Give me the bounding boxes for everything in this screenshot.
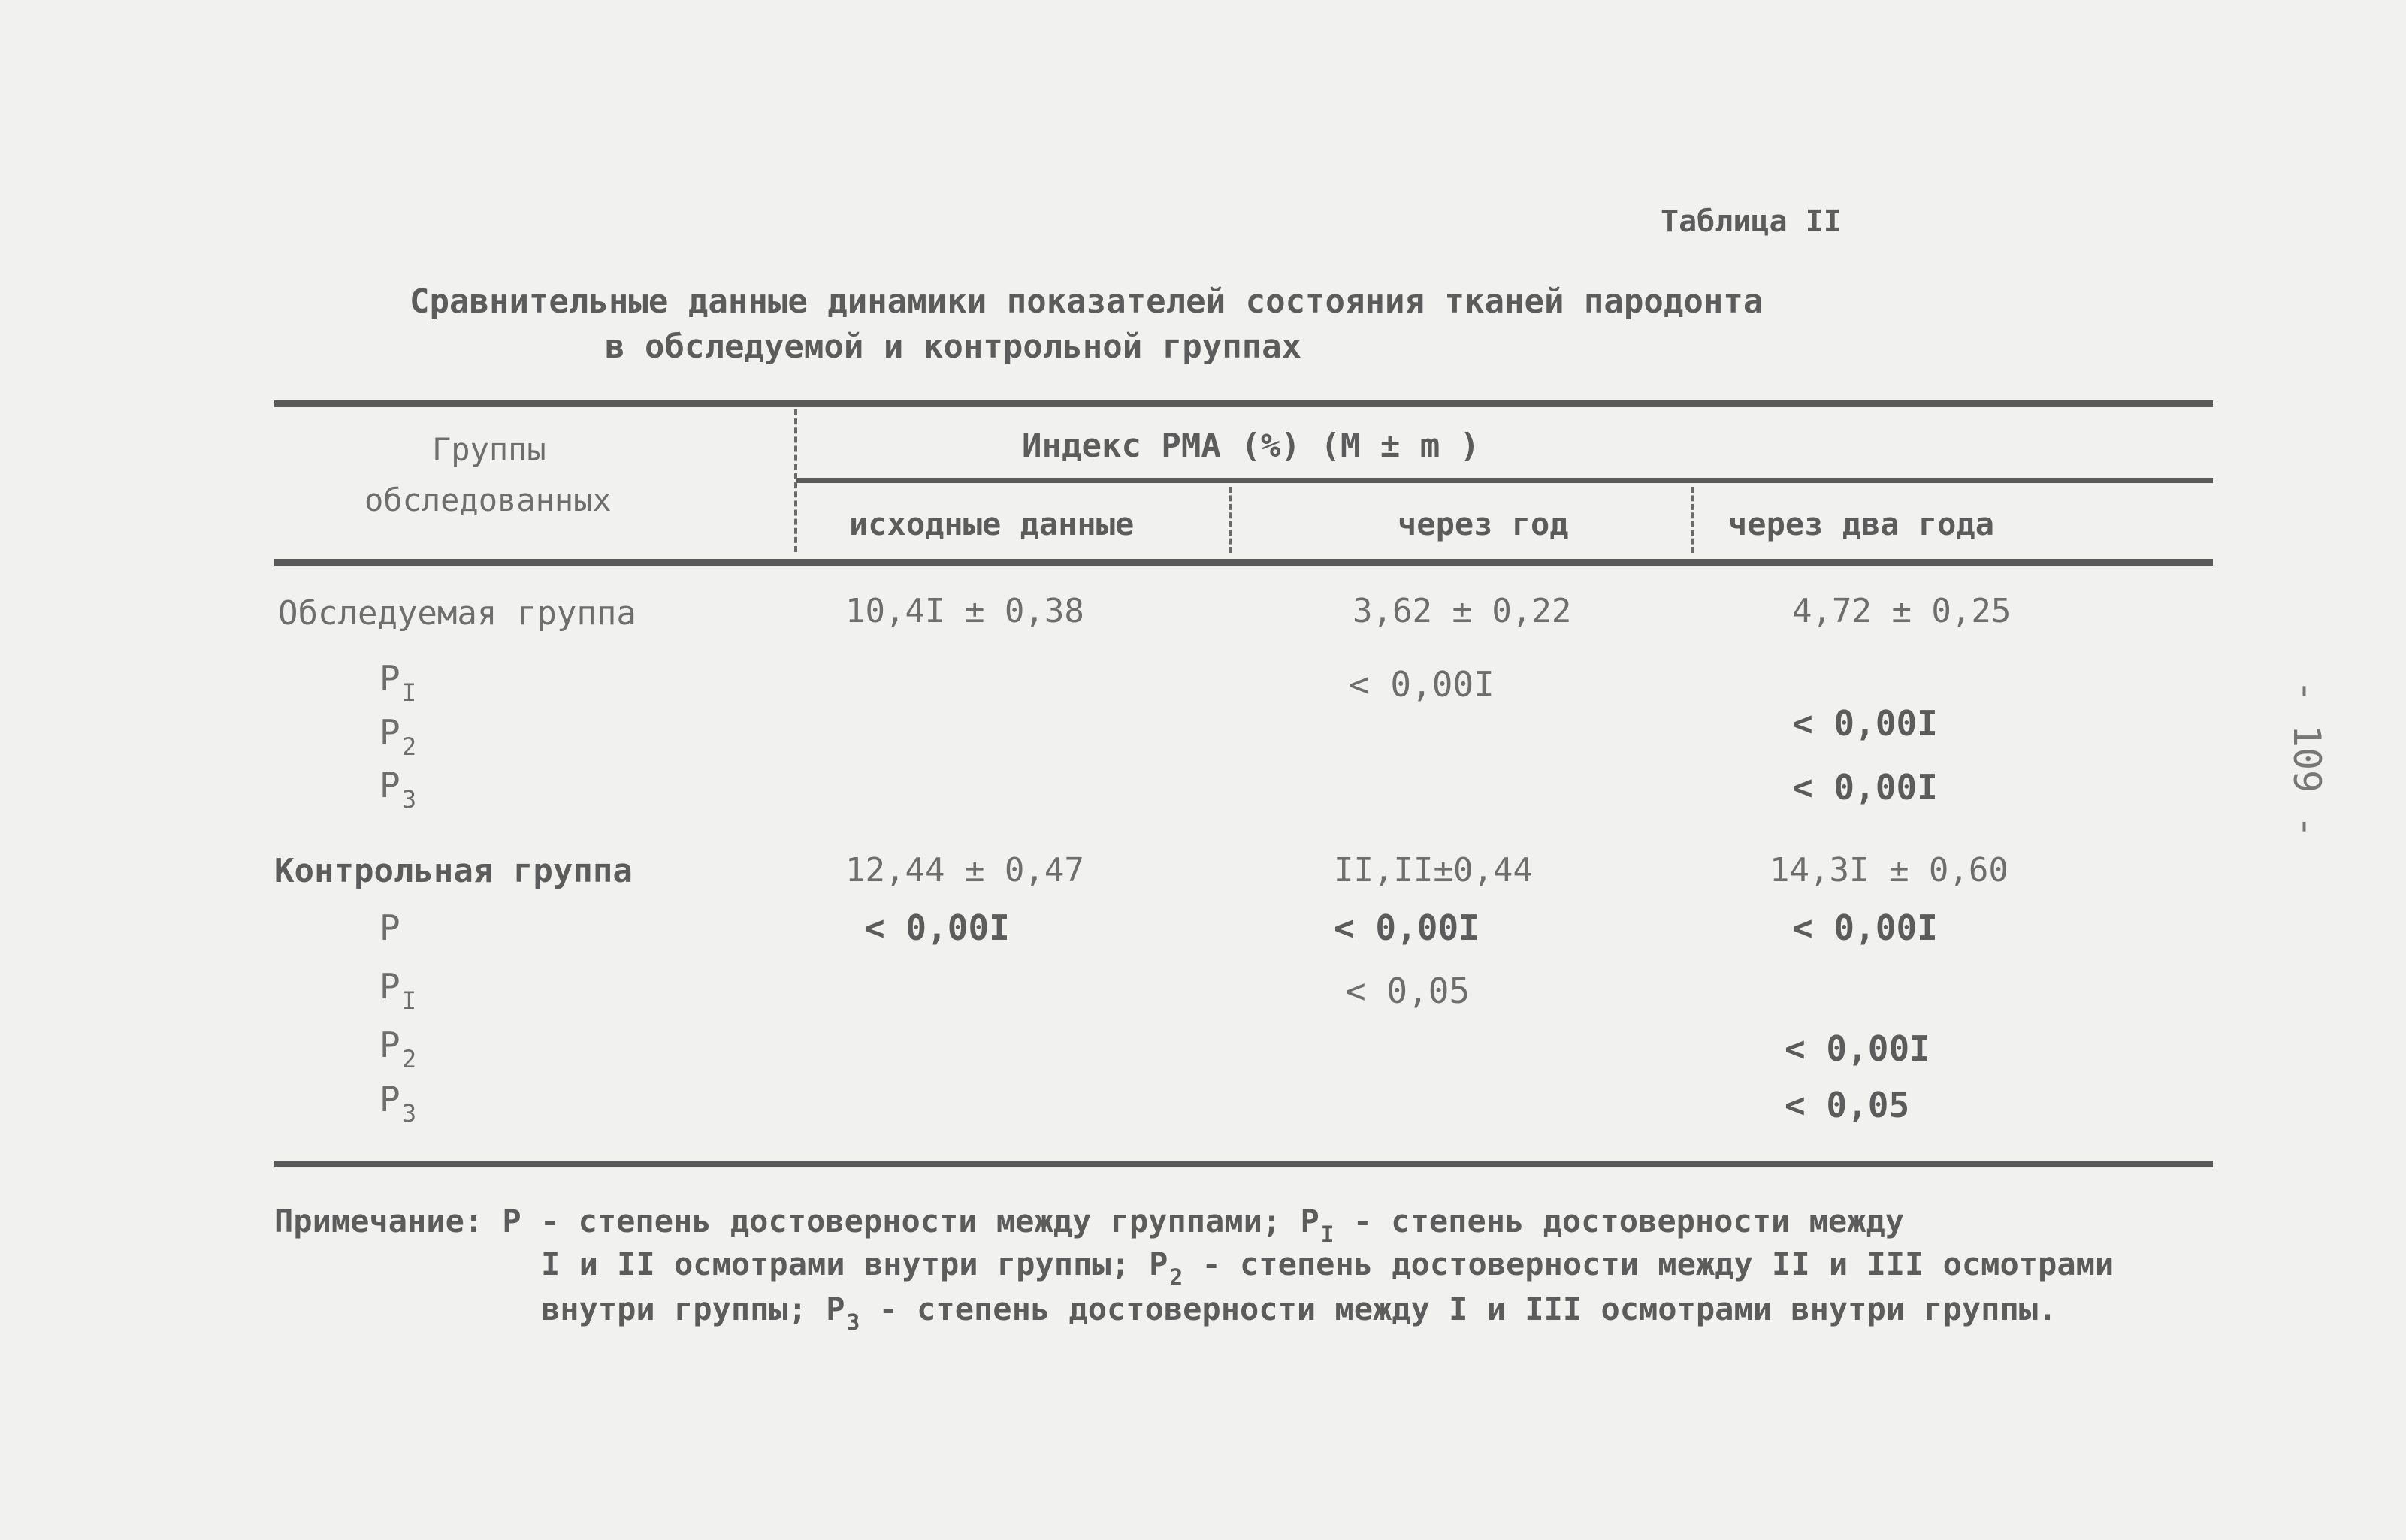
note-line2-end: - степень достоверности между II и III осмотрами	[1183, 1246, 2114, 1282]
row-exp-initial: 10,4I ± 0,38	[845, 592, 1084, 630]
table-title-line2: в обследуемой и контрольной группах	[605, 328, 1302, 366]
header-groups-line1: Группы	[432, 431, 546, 468]
row-exp-one-year: 3,62 ± 0,22	[1353, 592, 1572, 630]
p-symbol: P	[379, 712, 400, 753]
note-line1-text: Примечание: P - степень достоверности между группами; P	[274, 1203, 1319, 1240]
p-symbol: P	[379, 1079, 400, 1119]
note-line1-sub: I	[1320, 1221, 1334, 1248]
row-ctrl-two-years: 14,3I ± 0,60	[1770, 851, 2009, 889]
header-divider-1	[794, 409, 797, 552]
p-symbol: P	[379, 1025, 400, 1065]
row-exp-label: Обследуемая группа	[278, 594, 636, 633]
header-sub-initial: исходные данные	[849, 506, 1135, 542]
row-exp-p3-label	[379, 765, 417, 814]
note-line1	[274, 1203, 1905, 1248]
row-exp-p3-two-years: < 0,00I	[1792, 767, 1938, 808]
header-divider-3	[1691, 487, 1694, 553]
p-symbol: P	[379, 658, 400, 699]
table-label: Таблица II	[1661, 204, 1842, 239]
p-symbol: P	[379, 765, 400, 805]
row-ctrl-label: Контрольная группа	[274, 852, 633, 890]
header-index: Индекс РМА (%) (M ± m )	[1022, 427, 1480, 465]
row-ctrl-p1-label	[379, 966, 417, 1016]
page-number: - 109 -	[2285, 679, 2329, 838]
header-groups-line2: обследованных	[364, 482, 612, 518]
note-line2	[541, 1246, 2114, 1291]
p-subscript: I	[401, 986, 417, 1016]
header-bottom-rule	[274, 559, 2213, 566]
row-ctrl-p-two-years: < 0,00I	[1792, 907, 1938, 948]
row-ctrl-one-year: II,II±0,44	[1334, 851, 1533, 889]
p-symbol: P	[379, 966, 400, 1007]
note-line3-end: - степень достоверности между I и III осмотрами внутри группы.	[860, 1291, 2057, 1327]
row-exp-two-years: 4,72 ± 0,25	[1792, 592, 2012, 630]
header-divider-2	[1229, 487, 1232, 553]
row-ctrl-p3-two-years: < 0,05	[1785, 1085, 1910, 1125]
p-subscript: 2	[401, 732, 417, 762]
row-exp-p1-one-year: < 0,00I	[1349, 664, 1495, 705]
p-subscript: I	[401, 678, 417, 708]
p-subscript: 2	[401, 1045, 417, 1074]
p-subscript: 3	[401, 1099, 417, 1128]
note-line3	[541, 1291, 2057, 1336]
row-ctrl-p2-two-years: < 0,00I	[1785, 1028, 1930, 1069]
header-sub-two-years: через два года	[1728, 506, 1995, 542]
table-title-line1: Сравнительные данные динамики показателей состояния тканей пародонта	[410, 282, 1764, 321]
note-line3-text: внутри группы; P	[541, 1291, 845, 1327]
row-ctrl-p3-label	[379, 1079, 417, 1128]
header-sub-one-year: через год	[1398, 506, 1569, 542]
row-exp-p2-two-years: < 0,00I	[1792, 703, 1938, 744]
p-subscript: 3	[401, 785, 417, 814]
note-line2-text: I и II осмотрами внутри группы; P	[541, 1246, 1168, 1282]
row-ctrl-p1-one-year: < 0,05	[1345, 971, 1471, 1011]
note-line1-end: - степень достоверности между	[1334, 1203, 1905, 1240]
row-exp-p1-label	[379, 658, 417, 708]
note-line3-sub: 3	[846, 1309, 860, 1336]
row-ctrl-p-initial: < 0,00I	[864, 907, 1010, 948]
row-ctrl-p2-label	[379, 1025, 417, 1074]
row-ctrl-initial: 12,44 ± 0,47	[845, 851, 1084, 889]
table-bottom-rule	[274, 1161, 2213, 1167]
row-ctrl-p-label: P	[379, 907, 400, 948]
header-mid-rule	[796, 478, 2213, 483]
row-exp-p2-label	[379, 712, 417, 762]
table-top-rule	[274, 400, 2213, 407]
row-ctrl-p-one-year: < 0,00I	[1334, 907, 1480, 948]
note-line2-sub: 2	[1169, 1264, 1183, 1291]
